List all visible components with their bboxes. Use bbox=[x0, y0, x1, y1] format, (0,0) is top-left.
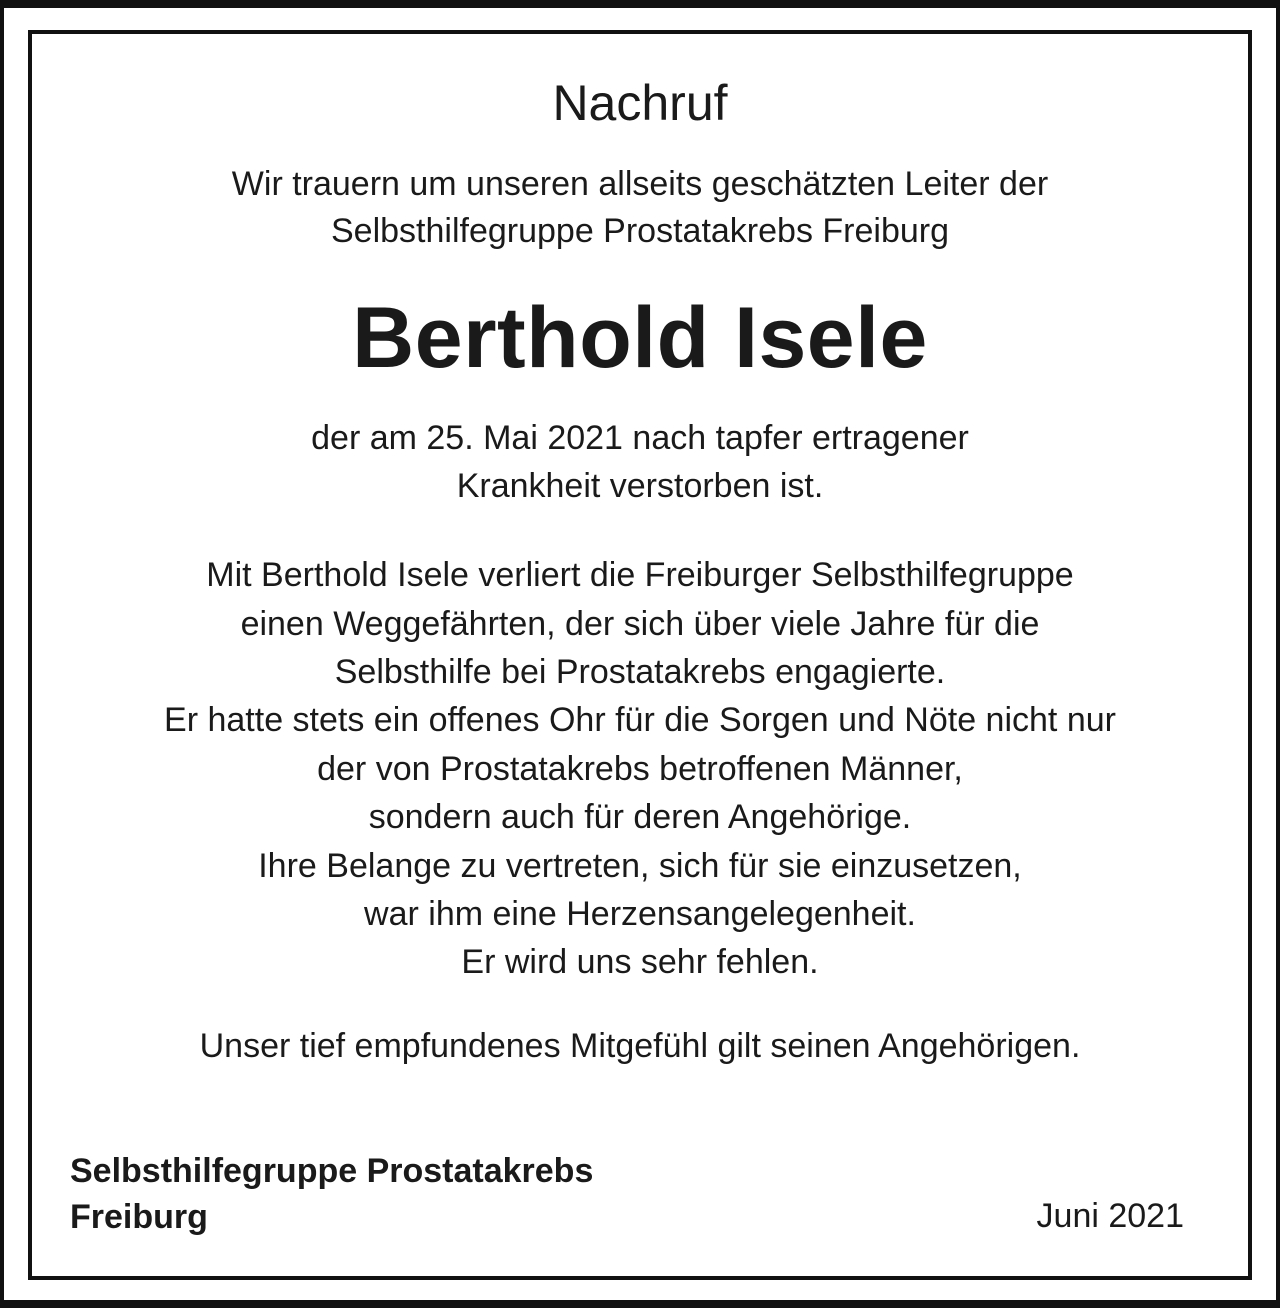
condolence-line: Unser tief empfundenes Mitgefühl gilt seinen Angehörigen. bbox=[199, 1027, 1081, 1065]
signature-line-1: Selbsthilfegruppe Prostatakrebs bbox=[70, 1152, 594, 1190]
intro-line-2: Selbsthilfegruppe Prostatakrebs Freiburg bbox=[331, 212, 949, 250]
signature-line-2: Freiburg bbox=[70, 1198, 208, 1236]
tribute-line-1: Mit Berthold Isele verliert die Freiburger Selbsthilfegruppe bbox=[206, 556, 1074, 594]
tribute-line-2: einen Weggefährten, der sich über viele Jahre für die bbox=[240, 605, 1040, 643]
tribute-line-4: Er hatte stets ein offenes Ohr für die Sorgen und Nöte nicht nur bbox=[164, 701, 1116, 739]
tribute-line-9: Er wird uns sehr fehlen. bbox=[461, 943, 819, 981]
notice-heading: Nachruf bbox=[552, 75, 728, 131]
deceased-name: Berthold Isele bbox=[352, 290, 928, 386]
intro-line-1: Wir trauern um unseren allseits geschätzten Leiter der bbox=[231, 165, 1049, 203]
death-line-1: der am 25. Mai 2021 nach tapfer ertragener bbox=[311, 419, 969, 457]
tribute-line-3: Selbsthilfe bei Prostatakrebs engagierte. bbox=[334, 653, 946, 691]
tribute-line-6: sondern auch für deren Angehörige. bbox=[368, 798, 912, 836]
tribute-line-7: Ihre Belange zu vertreten, sich für sie einzusetzen, bbox=[258, 847, 1022, 885]
death-line-2: Krankheit verstorben ist. bbox=[456, 467, 824, 505]
tribute-line-8: war ihm eine Herzensangelegenheit. bbox=[364, 895, 916, 933]
notice-date: Juni 2021 bbox=[1036, 1197, 1184, 1235]
tribute-line-5: der von Prostatakrebs betroffenen Männer, bbox=[317, 750, 963, 788]
